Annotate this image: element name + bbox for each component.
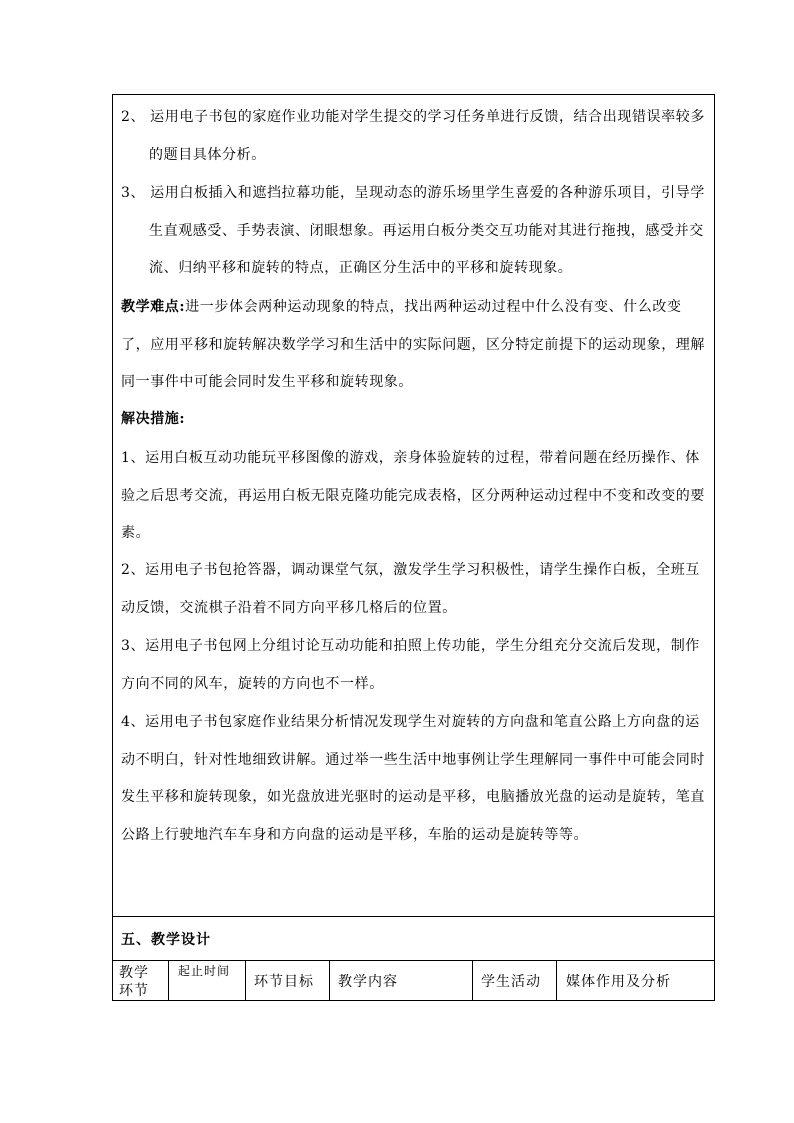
header-stage-line2: 环节 xyxy=(119,983,149,999)
header-activity-label: 学生活动 xyxy=(481,974,541,990)
header-cell-time xyxy=(169,961,246,1000)
lesson-plan-table xyxy=(112,94,715,1001)
difficulty-paragraph xyxy=(121,289,707,402)
paragraph-item-3: 3、 运用白板插入和遮挡拉幕功能，呈现动态的游乐场里学生喜爱的各种游乐项目，引导学生直观感受、手势表演、闭眼想象。再运用白板分类交互功能对其进行拖拽，感受并交流、归纳平移和旋转的特点，正确区分生活中的平移和旋转现象。 xyxy=(121,185,705,276)
header-cell-media xyxy=(557,961,714,1000)
methods-cell xyxy=(113,95,714,917)
header-content-label: 教学内容 xyxy=(338,974,398,990)
measure-item-3: 3、运用电子书包网上分组讨论互动功能和拍照上传功能，学生分组充分交流后发现，制作方向不同的风车，旋转的方向也不一样。 xyxy=(121,638,700,692)
header-stage-line1: 教学 xyxy=(119,965,149,981)
difficulty-text: 进一步体会两种运动现象的特点，找出两种运动过程中什么没有变、什么改变了，应用平移和旋转解决数学学习和生活中的实际问题，区分特定前提下的运动现象，理解同一事件中可能会同时发生平移和旋转现象。 xyxy=(121,299,705,390)
measure-item-4: 4、运用电子书包家庭作业结果分析情况发现学生对旋转的方向盘和笔直公路上方向盘的运动不明白，针对性地细致讲解。通过举一些生活中地事例让学生理解同一事件中可能会同时发生平移和旋转现象，如光盘放进光驱时的运动是平移，电脑播放光盘的运动是旋转，笔直公路上行驶地汽车车身和方向盘的运动是平移，车胎的运动是旋转等等。 xyxy=(121,714,705,843)
header-goal-label: 环节目标 xyxy=(254,974,314,990)
measure-item-1: 1、运用白板互动功能玩平移图像的游戏，亲身体验旋转的过程，带着问题在经历操作、体验之后思考交流，再运用白板无限克隆功能完成表格，区分两种运动过程中不变和改变的要素。 xyxy=(121,450,705,541)
header-cell-goal xyxy=(246,961,330,1000)
header-cell-stage xyxy=(113,961,169,1000)
difficulty-label: 教学难点: xyxy=(121,299,186,315)
header-time-label: 起止时间 xyxy=(178,964,231,978)
section-title: 五、教学设计 xyxy=(121,932,211,948)
header-cell-activity xyxy=(473,961,557,1000)
section-row xyxy=(113,917,714,961)
design-table-header xyxy=(113,961,714,1000)
header-media-label: 媒体作用及分析 xyxy=(566,974,671,990)
header-cell-content xyxy=(330,961,473,1000)
measure-item-2: 2、运用电子书包抢答器，调动课堂气氛，激发学生学习积极性，请学生操作白板，全班互动反馈，交流棋子沿着不同方向平移几格后的位置。 xyxy=(121,562,700,616)
measures-label: 解决措施: xyxy=(121,411,186,427)
paragraph-item-2: 2、 运用电子书包的家庭作业功能对学生提交的学习任务单进行反馈，结合出现错误率较多的题目具体分析。 xyxy=(121,109,705,163)
